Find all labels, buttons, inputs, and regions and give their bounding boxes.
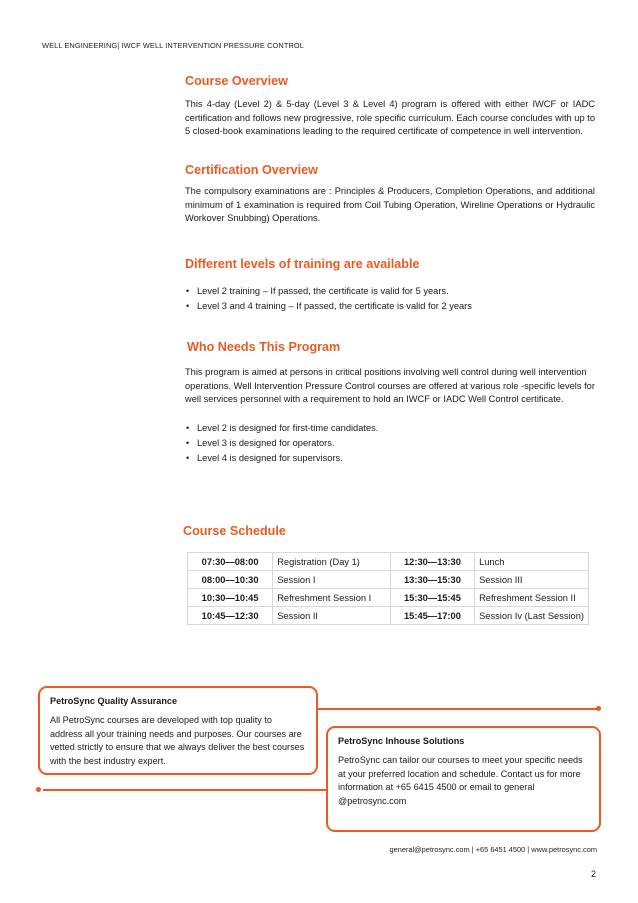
- who-needs-heading: Who Needs This Program: [187, 340, 341, 354]
- time-cell: 08:00—10:30: [188, 571, 273, 589]
- time-cell: 15:30—15:45: [390, 589, 474, 607]
- divider-line: [43, 789, 327, 791]
- who-needs-list: [185, 421, 595, 466]
- list-item: • Level 2 is designed for first-time candidates.: [185, 421, 595, 436]
- list-item: • Level 4 is designed for supervisors.: [185, 451, 595, 466]
- time-cell: 13:30—15:30: [390, 571, 474, 589]
- activity-cell: Refreshment Session I: [273, 589, 391, 607]
- levels-heading: Different levels of training are available: [185, 257, 420, 271]
- divider-dot: [596, 706, 601, 711]
- time-cell: 15:45—17:00: [390, 607, 474, 625]
- table-row: [188, 607, 589, 625]
- activity-cell: Session III: [475, 571, 589, 589]
- quality-assurance-box: [38, 686, 318, 775]
- certification-overview-heading: Certification Overview: [185, 163, 318, 177]
- list-item: • Level 3 is designed for operators.: [185, 436, 595, 451]
- inhouse-solutions-text: PetroSync can tailor our courses to meet your specific needs at your preferred location and schedule. Contact us for more information at +65 6415 4500 or email to general @petrosync.com: [338, 755, 583, 806]
- divider-dot: [36, 787, 41, 792]
- schedule-table: [187, 552, 589, 625]
- table-row: [188, 553, 589, 571]
- table-row: [188, 571, 589, 589]
- list-item: • Level 3 and 4 training – If passed, the certificate is valid for 2 years: [185, 299, 595, 314]
- who-needs-text: This program is aimed at persons in critical positions involving well control during well intervention operations. Well Intervention Pressure Control courses are offered at various role -specific levels for well services personnel with a requirement to hold an IWCF or IADC Well Control certificate.: [185, 367, 595, 405]
- table-row: [188, 589, 589, 607]
- levels-list: [185, 284, 595, 314]
- activity-cell: Refreshment Session II: [475, 589, 589, 607]
- running-header: WELL ENGINEERING| IWCF WELL INTERVENTION PRESSURE CONTROL: [42, 41, 304, 50]
- quality-assurance-title: PetroSync Quality Assurance: [50, 696, 178, 706]
- activity-cell: Session II: [273, 607, 391, 625]
- page-number: 2: [590, 869, 596, 879]
- time-cell: 10:30—10:45: [188, 589, 273, 607]
- divider-line: [318, 708, 599, 710]
- inhouse-solutions-box: [326, 726, 601, 832]
- course-schedule-heading: Course Schedule: [183, 524, 286, 538]
- inhouse-solutions-title: PetroSync Inhouse Solutions: [338, 736, 465, 746]
- time-cell: 10:45—12:30: [188, 607, 273, 625]
- activity-cell: Lunch: [475, 553, 589, 571]
- time-cell: 07:30—08:00: [188, 553, 273, 571]
- quality-assurance-text: All PetroSync courses are developed with top quality to address all your training needs and purposes. Our courses are vetted strictly to ensure that we always deliver the best courses with the best industry expert.: [50, 715, 305, 766]
- certification-overview-text: The compulsory examinations are : Principles & Producers, Completion Operations, and additional minimum of 1 examination is required from Coil Tubing Operation, Wireline Operations or Hydraulic Workover Snubbing) Operations.: [185, 186, 595, 224]
- activity-cell: Registration (Day 1): [273, 553, 391, 571]
- footer-contact: general@petrosync.com | +65 6451 4500 | www.petrosync.com: [389, 845, 597, 854]
- course-overview-text: This 4-day (Level 2) & 5-day (Level 3 & Level 4) program is offered with either IWCF or IADC certification and follows new progressive, role specific curriculum. Each course concludes with up to 5 closed-book examinations leading to the required certificate of competence in well intervention.: [185, 99, 595, 137]
- list-item: • Level 2 training – If passed, the certificate is valid for 5 years.: [185, 284, 595, 299]
- activity-cell: Session I: [273, 571, 391, 589]
- activity-cell: Session Iv (Last Session): [475, 607, 589, 625]
- time-cell: 12:30—13:30: [390, 553, 474, 571]
- course-overview-heading: Course Overview: [185, 74, 288, 88]
